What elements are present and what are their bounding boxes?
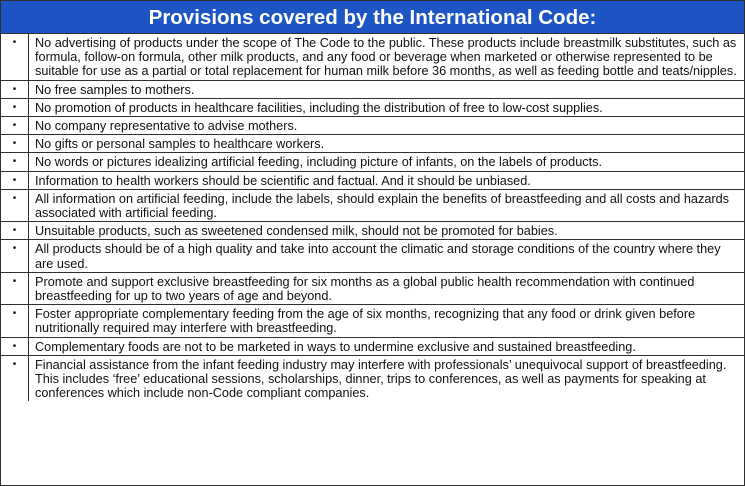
provision-text: Foster appropriate complementary feeding from the age of six months, recognizing that any food or drink given before nutritionally required may interfere with breastfeeding. [29, 305, 745, 337]
provision-text: Promote and support exclusive breastfeeding for six months as a global public health recommendation with continued breastfeeding for up to two years of age and beyond. [29, 272, 745, 304]
table-row [1, 240, 744, 272]
provisions-rows [1, 34, 744, 401]
provision-text: Financial assistance from the infant feeding industry may interfere with professionals’ unequivocal support of breastfeeding. This includes ‘free’ educational sessions, scholarships, dinner, trips to conferences, as well as payments for speaking at conferences which include non-Code compliant companies. [29, 355, 745, 401]
table-row [1, 272, 744, 304]
provision-text: No gifts or personal samples to healthcare workers. [29, 135, 745, 153]
table-row [1, 98, 744, 116]
provision-text: All information on artificial feeding, include the labels, should explain the benefits of breastfeeding and all costs and hazards associated with artificial feeding. [29, 189, 745, 221]
table-row [1, 189, 744, 221]
bullet-icon: • [1, 117, 29, 135]
table-row [1, 80, 744, 98]
table-row [1, 135, 744, 153]
provision-text: No free samples to mothers. [29, 80, 745, 98]
table-row [1, 222, 744, 240]
provision-text: No advertising of products under the scope of The Code to the public. These products include breastmilk substitutes, such as formula, follow-on formula, other milk products, and any food or beverage when marketed or otherwise represented to be suitable for use as a partial or total replacement for human milk before 36 months, as well as feeding bottle and teats/nipples. [35, 36, 737, 79]
bullet-icon: • [1, 34, 29, 80]
bullet-icon: • [1, 305, 29, 337]
table-row [1, 337, 744, 355]
table-row [1, 153, 744, 171]
bullet-icon: • [1, 80, 29, 98]
bullet-icon: • [1, 272, 29, 304]
bullet-icon: • [1, 222, 29, 240]
bullet-icon: • [1, 98, 29, 116]
table-title: Provisions covered by the International Code: [1, 1, 744, 34]
bullet-icon: • [1, 189, 29, 221]
provision-text: No words or pictures idealizing artificial feeding, including picture of infants, on the labels of products. [29, 153, 745, 171]
provision-text: All products should be of a high quality and take into account the climatic and storage conditions of the country where they are used. [29, 240, 745, 272]
bullet-icon: • [1, 337, 29, 355]
bullet-icon: • [1, 355, 29, 401]
bullet-icon: • [1, 153, 29, 171]
provisions-list [1, 34, 744, 401]
table-row [1, 34, 744, 80]
table-row [1, 305, 744, 337]
provision-text: Information to health workers should be scientific and factual. And it should be unbiased. [29, 171, 745, 189]
table-row [1, 117, 744, 135]
provision-text: No promotion of products in healthcare facilities, including the distribution of free to low-cost supplies. [29, 98, 745, 116]
bullet-icon: • [1, 171, 29, 189]
bullet-icon: • [1, 240, 29, 272]
provision-text: Complementary foods are not to be marketed in ways to undermine exclusive and sustained breastfeeding. [29, 337, 745, 355]
bullet-icon: • [1, 135, 29, 153]
provision-text: Unsuitable products, such as sweetened condensed milk, should not be promoted for babies. [29, 222, 745, 240]
table-row [1, 355, 744, 401]
table-row [1, 171, 744, 189]
provision-text: No company representative to advise mothers. [29, 117, 745, 135]
